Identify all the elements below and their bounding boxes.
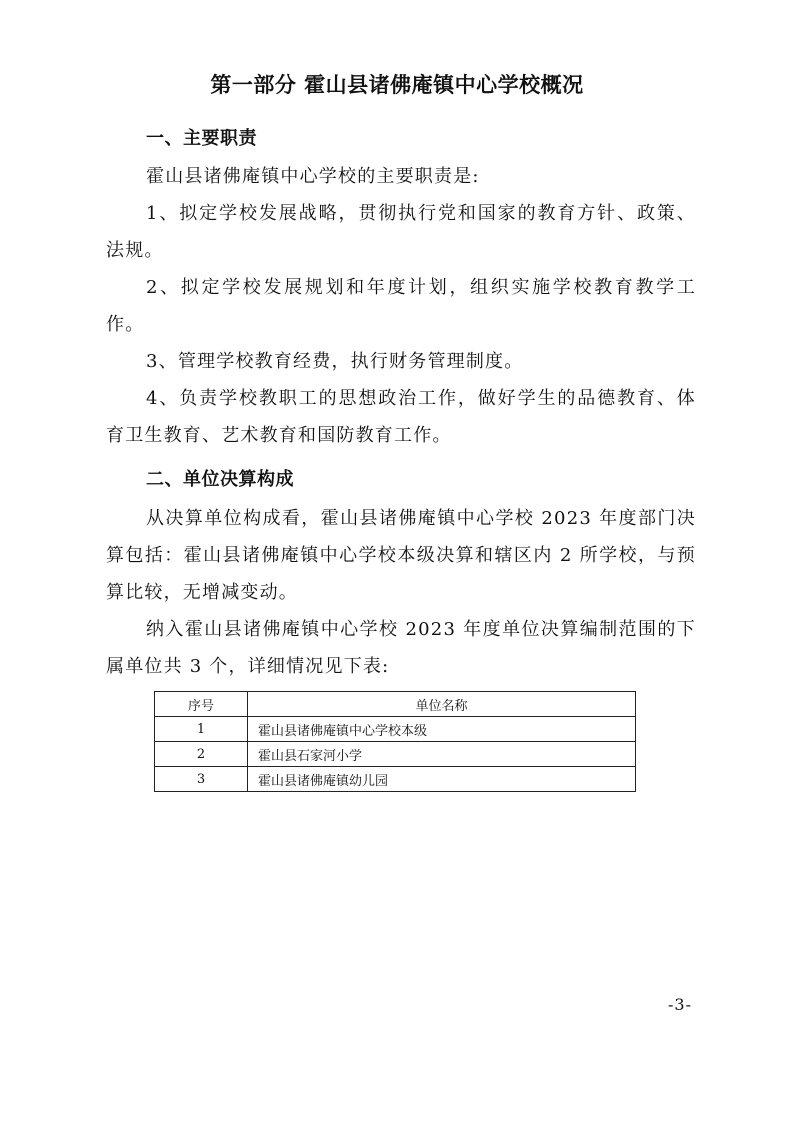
duty-item: 1、拟定学校发展战略，贯彻执行党和国家的教育方针、政策、法规。 bbox=[106, 203, 696, 261]
table-row bbox=[155, 717, 636, 742]
units-table bbox=[154, 691, 636, 792]
duty-item: 3、管理学校教育经费，执行财务管理制度。 bbox=[146, 351, 524, 372]
table-header-row bbox=[155, 692, 636, 717]
duty-item: 4、负责学校教职工的思想政治工作，做好学生的品德教育、体育卫生教育、艺术教育和国防教育工作。 bbox=[106, 388, 696, 446]
section-composition-body bbox=[106, 500, 696, 685]
table-cell-index: 3 bbox=[155, 767, 248, 792]
table-row bbox=[155, 742, 636, 767]
composition-paragraph: 纳入霍山县诸佛庵镇中心学校 2023 年度单位决算编制范围的下属单位共 3 个，详细情况见下表: bbox=[106, 619, 696, 677]
table-cell-name: 霍山县诸佛庵镇幼儿园 bbox=[248, 767, 636, 792]
table-header-name: 单位名称 bbox=[248, 692, 636, 717]
section-heading-duties: 一、主要职责 bbox=[146, 128, 257, 149]
section-heading-composition: 二、单位决算构成 bbox=[146, 469, 294, 490]
table-cell-name: 霍山县石家河小学 bbox=[248, 742, 636, 767]
page-number: -3- bbox=[668, 995, 692, 1014]
composition-paragraph: 从决算单位构成看，霍山县诸佛庵镇中心学校 2023 年度部门决算包括：霍山县诸佛庵镇中心学校本级决算和辖区内 2 所学校，与预算比较，无增减变动。 bbox=[106, 508, 696, 603]
section-duties-body bbox=[106, 158, 696, 454]
table-header-index: 序号 bbox=[155, 692, 248, 717]
duties-intro: 霍山县诸佛庵镇中心学校的主要职责是: bbox=[146, 166, 480, 187]
duty-item: 2、拟定学校发展规划和年度计划，组织实施学校教育教学工作。 bbox=[106, 277, 696, 335]
table-cell-index: 1 bbox=[155, 717, 248, 742]
table-cell-name: 霍山县诸佛庵镇中心学校本级 bbox=[248, 717, 636, 742]
table-cell-index: 2 bbox=[155, 742, 248, 767]
page-title: 第一部分 霍山县诸佛庵镇中心学校概况 bbox=[210, 73, 584, 97]
table-row bbox=[155, 767, 636, 792]
